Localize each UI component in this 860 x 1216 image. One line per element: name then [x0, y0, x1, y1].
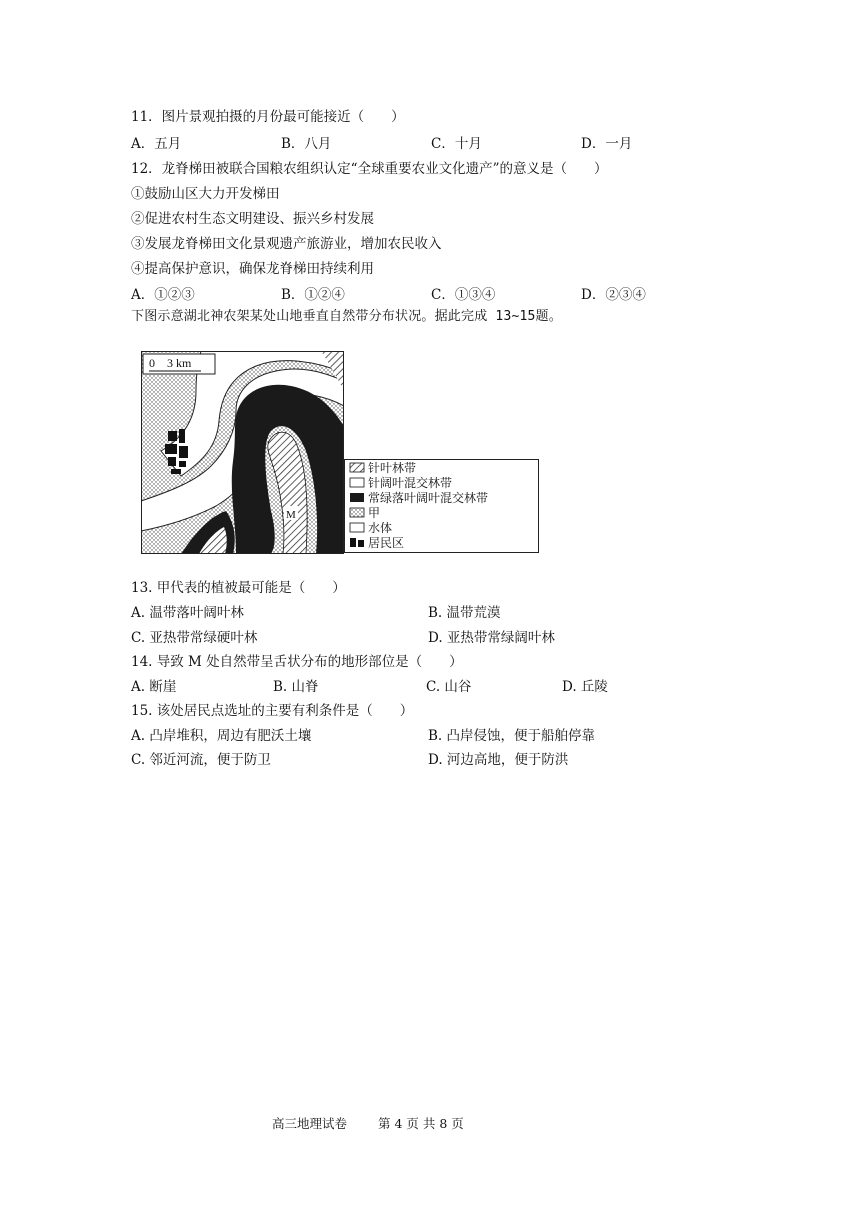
q12-option-a: A．①②③	[131, 287, 195, 303]
q11-option-d: D．一月	[581, 136, 633, 152]
legend	[345, 460, 539, 553]
scale-bar-label: 0 3 km	[149, 356, 192, 370]
legend-label-water: 水体	[368, 521, 393, 535]
map-area	[141, 351, 344, 554]
legend-swatch-water	[350, 523, 364, 532]
q14-option-c: C. 山谷	[426, 679, 472, 695]
legend-label-mixed: 针阔叶混交林带	[368, 476, 453, 490]
question-14-stem: 14. 导致 M 处自然带呈舌状分布的地形部位是（ ）	[131, 654, 463, 670]
question-15-stem: 15. 该处居民点选址的主要有利条件是（ ）	[131, 703, 414, 719]
q12-item-2: ②促进农村生态文明建设、振兴乡村发展	[131, 211, 374, 227]
q14-option-d: D. 丘陵	[562, 679, 608, 695]
q13-option-c: C. 亚热带常绿硬叶林	[131, 630, 258, 646]
legend-swatch-evergreen	[350, 493, 364, 502]
m-marker-label: M	[286, 509, 296, 521]
footer-page-number: 第 4 页 共 8 页	[378, 1116, 464, 1131]
q15-option-a: A. 凸岸堆积，周边有肥沃土壤	[131, 728, 312, 744]
q12-option-d: D．②③④	[581, 287, 646, 303]
q14-option-a: A. 断崖	[131, 679, 177, 695]
q13-option-a: A. 温带落叶阔叶林	[131, 605, 244, 621]
question-13-stem: 13. 甲代表的植被最可能是（ ）	[131, 580, 346, 596]
q15-option-c: C. 邻近河流，便于防卫	[131, 752, 271, 768]
legend-label-coniferous: 针叶林带	[368, 461, 417, 475]
footer-title: 高三地理试卷	[272, 1116, 348, 1131]
q12-item-4: ④提高保护意识，确保龙脊梯田持续利用	[131, 261, 374, 277]
legend-label-evergreen: 常绿落叶阔叶混交林带	[368, 491, 489, 505]
q12-option-b: B．①②④	[281, 287, 345, 303]
q15-option-d: D. 河边高地，便于防洪	[428, 752, 569, 768]
legend-swatch-jia	[350, 508, 364, 517]
question-12-stem: 12．龙脊梯田被联合国粮农组织认定“全球重要农业文化遗产”的意义是（ ）	[131, 161, 608, 177]
q15-option-b: B. 凸岸侵蚀，便于船舶停靠	[428, 728, 596, 744]
legend-swatch-residential-1	[350, 538, 356, 547]
legend-swatch-coniferous	[350, 463, 364, 472]
legend-label-residential: 居民区	[368, 536, 405, 550]
q12-item-3: ③发展龙脊梯田文化景观遗产旅游业，增加农民收入	[131, 236, 442, 252]
vegetation-zone-map	[141, 351, 539, 554]
question-11-stem: 11．图片景观拍摄的月份最可能接近（ ）	[131, 109, 405, 125]
figure-intro: 下图示意湖北神农架某处山地垂直自然带分布状况。据此完成 13~15题。	[131, 309, 562, 324]
legend-swatch-residential-2	[358, 540, 364, 547]
q11-option-c: C．十月	[431, 136, 482, 152]
legend-swatch-mixed	[350, 478, 364, 487]
q11-option-b: B．八月	[281, 136, 332, 152]
legend-label-jia: 甲	[368, 506, 381, 520]
q12-option-c: C．①③④	[431, 287, 496, 303]
q13-option-b: B. 温带荒漠	[428, 605, 501, 621]
q11-option-a: A．五月	[131, 136, 182, 152]
q14-option-b: B. 山脊	[273, 679, 319, 695]
q13-option-d: D. 亚热带常绿阔叶林	[428, 630, 555, 646]
q12-item-1: ①鼓励山区大力开发梯田	[131, 186, 280, 202]
